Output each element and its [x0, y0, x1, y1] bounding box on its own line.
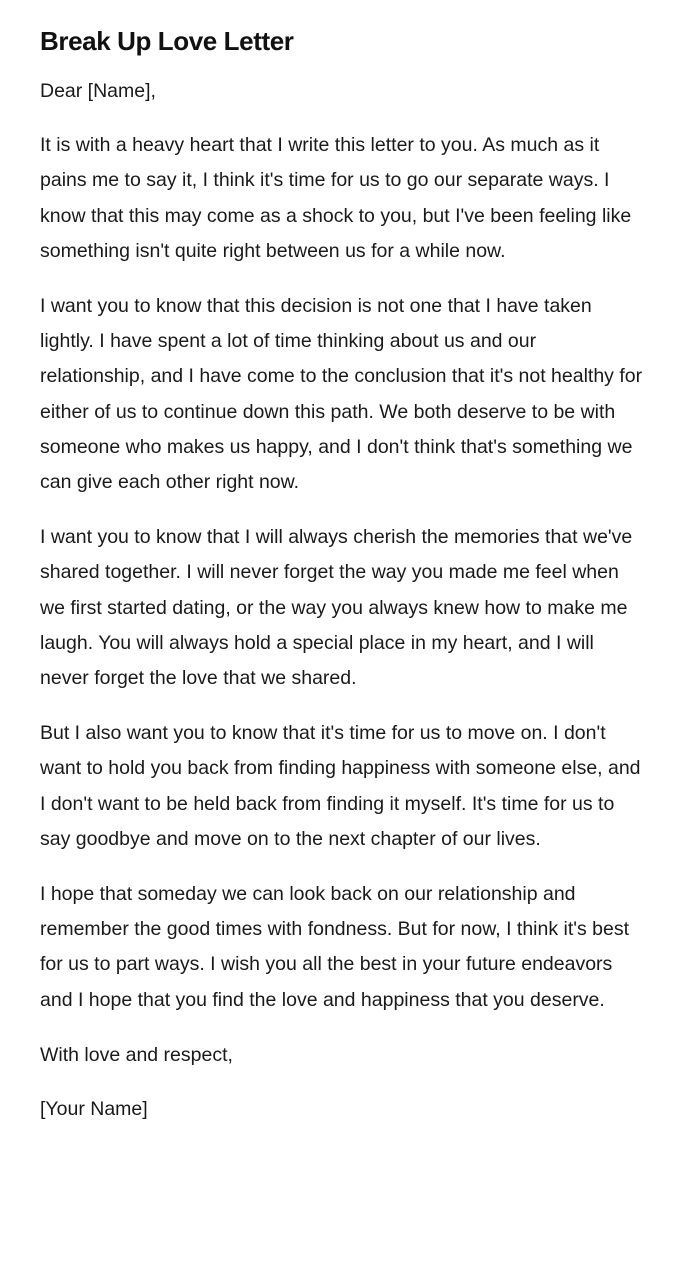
letter-title: Break Up Love Letter — [40, 26, 294, 56]
letter-paragraph-4: But I also want you to know that it's time for us to move on. I don't want to hold you back from finding happiness with someone else, and I don't want to be held back from finding it myself. It's time for us to say goodbye and move on to the next chapter of our lives. — [40, 722, 641, 850]
letter-paragraph-1: It is with a heavy heart that I write this letter to you. As much as it pains me to say it, I think it's time for us to go our separate ways. I know that this may come as a shock to you, but I've been feeling like something isn't quite right between us for a while now. — [40, 134, 632, 262]
letter-paragraph-5: I hope that someday we can look back on our relationship and remember the good times with fondness. But for now, I think it's best for us to part ways. I wish you all the best in your future endeavors and I hope that you find the love and happiness that you deserve. — [40, 883, 630, 1011]
letter-closing: With love and respect, — [40, 1043, 233, 1066]
letter-paragraph-3: I want you to know that I will always cherish the memories that we've shared together. I will never forget the way you made me feel when we first started dating, or the way you always knew how to make me laugh. You will always hold a special place in my heart, and I will never forget the love that we shared. — [40, 526, 633, 690]
letter-signature: [Your Name] — [40, 1098, 148, 1121]
letter-greeting: Dear [Name], — [40, 80, 156, 102]
letter-paragraph-2: I want you to know that this decision is not one that I have taken lightly. I have spent a lot of time thinking about us and our relationship, and I have come to the conclusion that it's not healthy for either of us to continue down this path. We both deserve to be with someone who makes us happy, and I don't think that's something we can give each other right now. — [40, 295, 643, 494]
